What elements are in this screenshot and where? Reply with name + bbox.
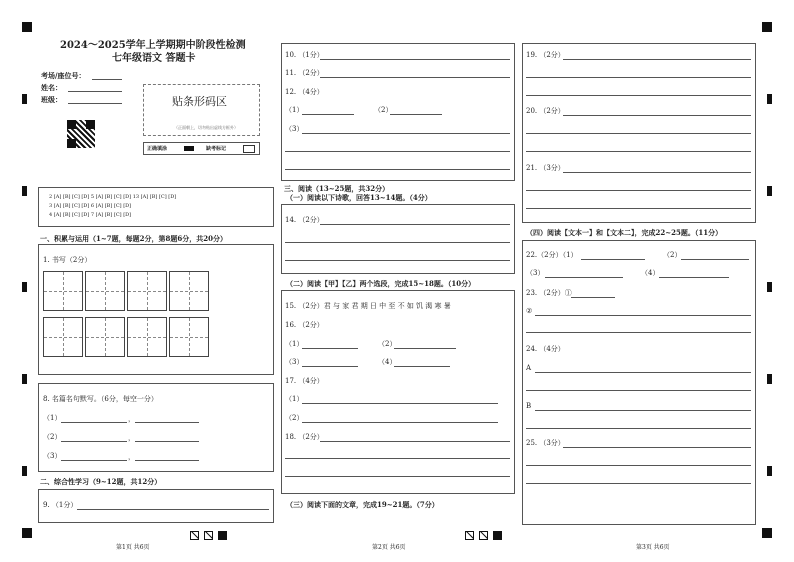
q24-item-a: A [526,364,532,372]
q24-answer-line[interactable] [535,410,751,411]
writing-cell[interactable] [43,317,83,357]
q22-label: 22.（2分）（1） [526,251,578,259]
q8-answer-line[interactable] [135,422,199,423]
q23-answer-line[interactable] [526,332,751,333]
q14-answer-line[interactable] [285,242,510,243]
q16-item: （2） [378,340,397,348]
q24-answer-line[interactable] [535,372,751,373]
timing-mark [767,466,772,476]
section-4-heading: （四）阅读【文本一】和【文本二】，完成22~25题。（11分） [526,228,723,237]
q21-answer-line[interactable] [526,190,751,191]
writing-cell[interactable] [169,271,209,311]
page-mark-icon [479,531,488,540]
section-3-heading: 三、阅读（13~25题，共32分） [284,184,390,193]
q19-answer-line[interactable] [563,59,751,60]
q15-18-box [281,290,515,494]
q9-box [38,489,274,523]
timing-mark [22,466,27,476]
q16-answer-line[interactable] [394,348,456,349]
writing-cell[interactable] [85,317,125,357]
q8-answer-line[interactable] [61,422,127,423]
qr-code-icon [67,120,95,148]
q12-answer-line[interactable] [390,114,442,115]
writing-cell[interactable] [85,271,125,311]
choice-row[interactable]: 3 [A] [B] [C] [D] 6 [A] [B] [C] [D] [49,203,132,209]
q17-item: （1） [285,395,304,403]
q22-answer-line[interactable] [681,259,749,260]
q8-item: （1） [43,414,62,422]
q20-answer-line[interactable] [526,151,751,152]
q20-label: 20. （2分） [526,107,565,115]
q18-answer-line[interactable] [285,476,510,477]
class-field[interactable] [68,103,122,104]
page-mark [493,531,502,540]
q16-answer-line[interactable] [394,366,450,367]
writing-cell[interactable] [127,317,167,357]
q8-box [38,383,274,472]
q17-label: 17. （4分） [285,377,324,385]
q16-answer-line[interactable] [302,348,358,349]
exam-id-label: 考场/座位号： [41,71,86,80]
correct-fill-sample [184,146,194,151]
writing-cell[interactable] [169,317,209,357]
exam-id-field[interactable] [92,79,122,80]
legend-box [143,142,260,155]
timing-mark [767,282,772,292]
q8-label: 8. 名篇名句默写。（6分，每空一分） [43,395,158,403]
writing-cell[interactable] [43,271,83,311]
q12-answer-line[interactable] [302,133,510,134]
q1-label: 1. 书写（2分） [43,256,92,264]
q9-label: 9. （1分） [43,501,78,509]
q12-item: （1） [285,106,304,114]
timing-mark [767,94,772,104]
q9-answer-line[interactable] [77,509,269,510]
choice-row[interactable]: 4 [A] [B] [C] [D] 7 [A] [B] [C] [D] [49,212,132,218]
q25-label: 25. （3分） [526,439,565,447]
q24-answer-line[interactable] [526,390,751,391]
exam-title: 2024～2025学年上学期期中阶段性检测 [60,40,246,51]
correct-fill-label: 正确填涂 [147,146,168,152]
q11-label: 11. （2分） [285,69,324,77]
q14-answer-line[interactable] [320,224,510,225]
q16-answer-line[interactable] [302,366,358,367]
section-3-3-heading: （三）阅读下面的文章，完成19~21题。（7分） [286,500,439,509]
q8-answer-line[interactable] [61,441,127,442]
q16-item: （4） [378,358,397,366]
q14-label: 14. （2分） [285,216,324,224]
page-mark-icon [190,531,199,540]
q25-answer-line[interactable] [526,483,751,484]
section-1-heading: 一、积累与运用（1~7题，每题2分，第8题6分，共20分） [40,234,227,243]
q12-answer-line[interactable] [302,114,354,115]
q8-comma: ， [128,415,135,423]
page-mark-icon [204,531,213,540]
q18-answer-line[interactable] [320,441,510,442]
barcode-label: 贴条形码区 [172,95,227,108]
q21-label: 21. （3分） [526,164,565,172]
q14-answer-line[interactable] [285,260,510,261]
q1-box [38,244,274,375]
q17-answer-line[interactable] [302,422,498,423]
timing-mark [22,94,27,104]
absent-checkbox[interactable] [243,145,255,153]
q25-answer-line[interactable] [526,465,751,466]
timing-mark [22,186,27,196]
q8-answer-line[interactable] [135,441,199,442]
q20-answer-line[interactable] [563,115,751,116]
barcode-note: （正面朝上，切勿贴出虚线方框外） [174,125,238,130]
q22-25-box [522,240,756,525]
q8-comma: ， [128,453,135,461]
q19-21-box [522,43,756,223]
q8-answer-line[interactable] [135,460,199,461]
exam-subtitle: 七年级语文 答题卡 [112,53,196,64]
q8-comma: ， [128,434,135,442]
q23-answer-line[interactable] [535,315,751,316]
q23-item: ② [526,307,533,315]
q10-label: 10. （1分） [285,51,324,59]
q12-answer-line[interactable] [285,151,510,152]
timing-mark [767,374,772,384]
corner-mark [762,528,772,538]
q18-answer-line[interactable] [285,458,510,459]
q24-item-b: B [526,402,532,410]
q19-answer-line[interactable] [526,95,751,96]
q21-answer-line[interactable] [563,172,751,173]
choice-box [38,187,274,227]
q25-answer-line[interactable] [563,447,751,448]
q11-answer-line[interactable] [320,77,510,78]
q22-answer-line[interactable] [581,259,645,260]
timing-mark [767,186,772,196]
section-3-2-heading: （二）阅读【甲】【乙】两个选段，完成15~18题。（10分） [286,279,476,288]
q8-answer-line[interactable] [61,460,127,461]
q12-answer-line[interactable] [285,169,510,170]
q8-item: （2） [43,433,62,441]
corner-mark [22,22,32,32]
section-3-1-heading: （一）阅读以下诗歌，回答13~14题。（4分） [286,193,432,202]
q22-answer-line[interactable] [545,277,623,278]
absent-label: 缺考标记 [206,146,227,152]
writing-cell[interactable] [127,271,167,311]
q16-item: （3） [285,358,304,366]
page-footer-1: 第1页 共6页 [116,544,150,551]
page-footer-2: 第2页 共6页 [372,544,406,551]
q19-answer-line[interactable] [526,77,751,78]
q17-item: （2） [285,414,304,422]
q19-label: 19. （2分） [526,51,565,59]
name-field[interactable] [68,91,122,92]
q15-label[interactable]: 15. （2分）君 与 家 君 期 日 中 至 不 如 饥 渴 寒 暑 [285,302,451,310]
q14-box [281,204,515,274]
q16-item: （1） [285,340,304,348]
name-label: 姓名： [41,83,62,92]
q16-label: 16. （2分） [285,321,324,329]
q24-answer-line[interactable] [526,428,751,429]
q23-answer-line[interactable] [571,297,615,298]
section-2-heading: 二、综合性学习（9~12题，共12分） [40,477,162,486]
q22-item: （4） [641,269,660,277]
timing-mark [22,374,27,384]
page-mark [218,531,227,540]
page-footer-3: 第3页 共6页 [636,544,670,551]
q10-answer-line[interactable] [320,59,510,60]
q10-12-box [281,43,515,181]
corner-mark [22,528,32,538]
q22-answer-line[interactable] [659,277,729,278]
q12-item: （3） [285,125,304,133]
page-mark-icon [465,531,474,540]
q24-label: 24. （4分） [526,345,565,353]
q22-item: （2） [663,251,682,259]
q8-item: （3） [43,452,62,460]
q12-label: 12. （4分） [285,88,324,96]
class-label: 班级： [41,95,62,104]
q22-item: （3） [526,269,545,277]
q23-label: 23. （2分）① [526,289,572,297]
q20-answer-line[interactable] [526,133,751,134]
q12-item: （2） [374,106,393,114]
q21-answer-line[interactable] [526,208,751,209]
corner-mark [762,22,772,32]
choice-row[interactable]: 2 [A] [B] [C] [D] 5 [A] [B] [C] [D] 13 [A] [B] [C] [D] [49,194,177,200]
timing-mark [22,282,27,292]
barcode-area [143,84,260,136]
q17-answer-line[interactable] [302,403,498,404]
q18-label: 18. （2分） [285,433,324,441]
